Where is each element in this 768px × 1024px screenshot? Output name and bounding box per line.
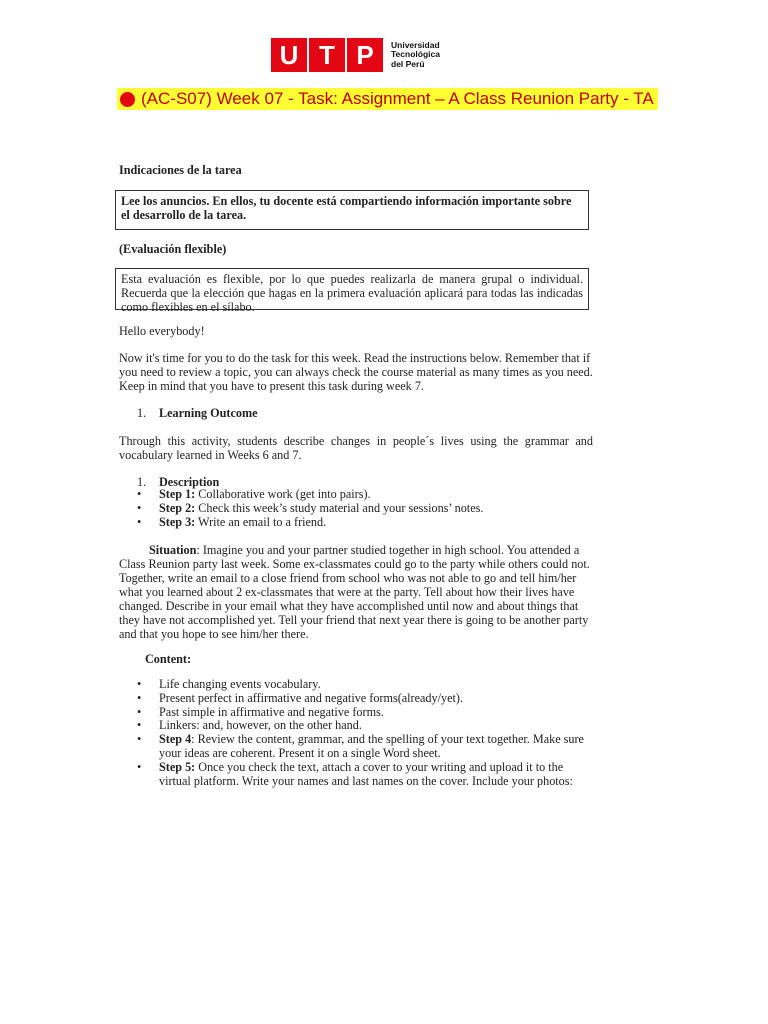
title-highlight: [117, 88, 658, 110]
list-item: • Present perfect in affirmative and negative forms(already/yet).: [137, 692, 597, 706]
logo-letter-t: T: [309, 38, 345, 72]
evaluacion-heading: (Evaluación flexible): [119, 242, 227, 256]
situation-paragraph: Situation: Imagine you and your partner studied together in high school. You attended a Class Reunion party last week. Some ex-classmates could go to the party while others could not. Together, write an email to a close friend from school who was not able to go and tell him/her what you learned about 2 ex-classmates that were at the party. Tell about how their lives have changed. Describe in your email what they have accomplished until now and about things that they have not accomplished yet. Tell your friend that next year there is going to be another party and that you hope to see him/her there.: [119, 543, 590, 641]
list-item: • Step 1: Collaborative work (get into pairs).: [137, 488, 597, 502]
anuncios-box: Lee los anuncios. En ellos, tu docente está compartiendo información importante sobre el desarrollo de la tarea.: [115, 190, 589, 230]
list-item: • Linkers: and, however, on the other hand.: [137, 719, 597, 733]
list-item: • Step 3: Write an email to a friend.: [137, 516, 597, 530]
evaluacion-box: Esta evaluación es flexible, por lo que puedes realizarla de manera grupal o individual. Recuerda que la elección que hagas en la primera evaluación aplicará para todas las indicadas como flexibles en el sílabo.: [115, 268, 589, 310]
logo-letter-u: U: [271, 38, 307, 72]
description-heading: 1. Description: [137, 475, 220, 489]
learning-outcome-heading: 1. Learning Outcome: [137, 406, 258, 420]
list-item: • Life changing events vocabulary.: [137, 678, 597, 692]
indicaciones-heading: Indicaciones de la tarea: [119, 163, 242, 177]
utp-logo: [271, 38, 440, 72]
logo-letter-p: P: [347, 38, 383, 72]
list-item: • Step 4: Review the content, grammar, and the spelling of your text together. Make sure your ideas are coherent. Present it on a single Word sheet.: [137, 733, 597, 761]
steps-list: [137, 488, 597, 529]
list-item: • Past simple in affirmative and negative forms.: [137, 706, 597, 720]
red-dot-icon: [120, 92, 135, 107]
content-heading: Content:: [145, 652, 192, 666]
greeting: Hello everybody!: [119, 324, 205, 338]
logo-text: Universidad Tecnológica del Perú: [391, 39, 440, 69]
page-title: (AC-S07) Week 07 - Task: Assignment – A Class Reunion Party - TA: [141, 89, 654, 108]
content-list: [137, 678, 597, 788]
outcome-paragraph: Through this activity, students describe changes in people´s lives using the grammar and vocabulary learned in Weeks 6 and 7.: [119, 434, 593, 462]
list-item: • Step 5: Once you check the text, attach a cover to your writing and upload it to the virtual platform. Write your names and last names on the cover. Include your photos:: [137, 761, 597, 789]
intro-paragraph: Now it's time for you to do the task for this week. Read the instructions below. Remember that if you need to review a topic, you can always check the course material as many times as you need. Keep in mind that you have to present this task during week 7.: [119, 351, 593, 393]
list-item: • Step 2: Check this week’s study material and your sessions’ notes.: [137, 502, 597, 516]
